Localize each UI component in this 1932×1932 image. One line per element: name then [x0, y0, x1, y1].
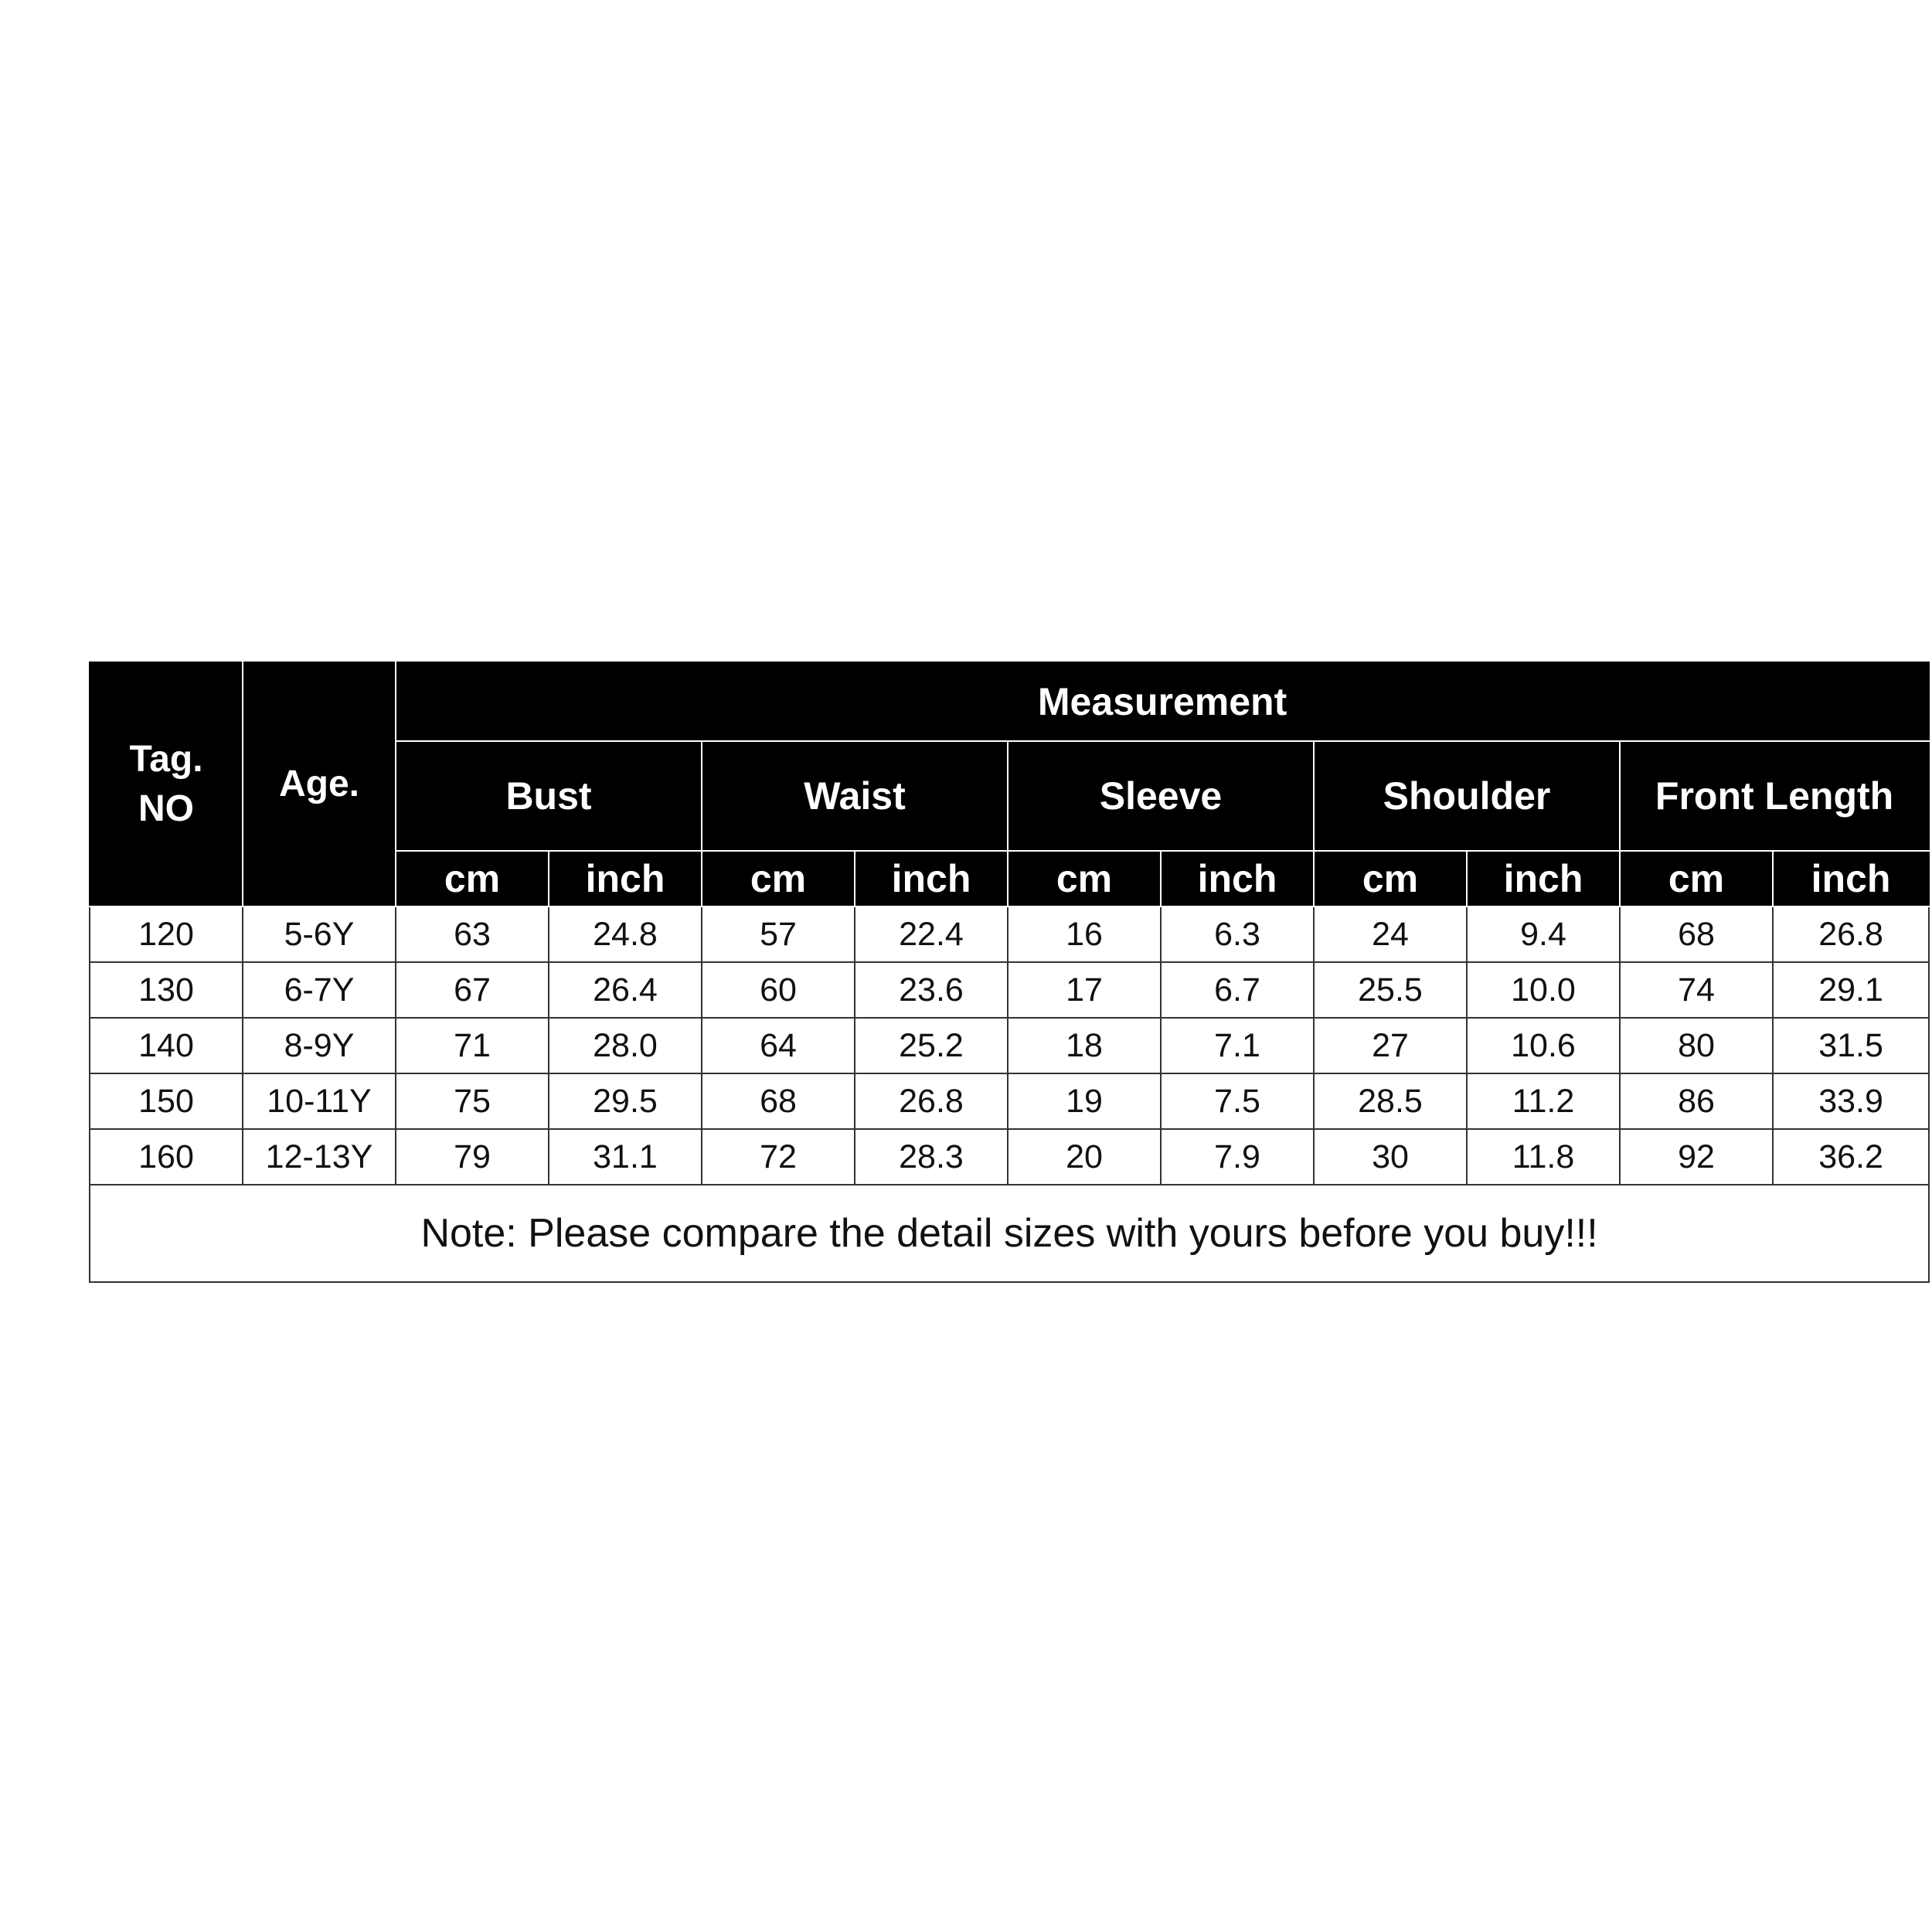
- size-chart-header: [90, 662, 1929, 906]
- header-group-sleeve: Sleeve: [1008, 741, 1314, 851]
- table-cell: 20: [1008, 1129, 1161, 1185]
- table-cell: 140: [90, 1018, 243, 1073]
- table-cell: 19: [1008, 1073, 1161, 1129]
- table-cell: 23.6: [855, 962, 1008, 1018]
- header-tag-line2: NO: [138, 788, 194, 829]
- header-unit-inch: inch: [549, 851, 702, 906]
- table-cell: 92: [1620, 1129, 1773, 1185]
- note-text: Note: Please compare the detail sizes with yours before you buy!!!: [90, 1185, 1929, 1282]
- table-cell: 17: [1008, 962, 1161, 1018]
- table-row: [90, 906, 1929, 962]
- table-cell: 5-6Y: [243, 906, 396, 962]
- table-cell: 7.9: [1161, 1129, 1314, 1185]
- header-group-waist: Waist: [702, 741, 1008, 851]
- header-unit-inch: inch: [1161, 851, 1314, 906]
- table-cell: 26.4: [549, 962, 702, 1018]
- table-cell: 16: [1008, 906, 1161, 962]
- table-cell: 11.2: [1467, 1073, 1620, 1129]
- header-unit-cm: cm: [1620, 851, 1773, 906]
- header-unit-cm: cm: [396, 851, 549, 906]
- header-measurement: Measurement: [396, 662, 1929, 741]
- table-cell: 68: [1620, 906, 1773, 962]
- table-row: [90, 962, 1929, 1018]
- table-cell: 71: [396, 1018, 549, 1073]
- table-cell: 64: [702, 1018, 855, 1073]
- table-cell: 24: [1314, 906, 1467, 962]
- header-unit-inch: inch: [1467, 851, 1620, 906]
- table-cell: 24.8: [549, 906, 702, 962]
- table-cell: 80: [1620, 1018, 1773, 1073]
- table-cell: 28.3: [855, 1129, 1008, 1185]
- table-cell: 31.5: [1773, 1018, 1929, 1073]
- table-cell: 79: [396, 1129, 549, 1185]
- size-chart-table: [89, 662, 1930, 1283]
- header-age-label: Age.: [278, 764, 359, 804]
- table-cell: 31.1: [549, 1129, 702, 1185]
- table-cell: 63: [396, 906, 549, 962]
- table-cell: 10.6: [1467, 1018, 1620, 1073]
- table-cell: 33.9: [1773, 1073, 1929, 1129]
- table-cell: 57: [702, 906, 855, 962]
- table-cell: 120: [90, 906, 243, 962]
- header-unit-inch: inch: [1773, 851, 1929, 906]
- table-cell: 25.2: [855, 1018, 1008, 1073]
- table-cell: 68: [702, 1073, 855, 1129]
- table-cell: 75: [396, 1073, 549, 1129]
- header-group-shoulder: Shoulder: [1314, 741, 1620, 851]
- table-cell: 10.0: [1467, 962, 1620, 1018]
- table-cell: 10-11Y: [243, 1073, 396, 1129]
- table-cell: 22.4: [855, 906, 1008, 962]
- table-cell: 130: [90, 962, 243, 1018]
- table-cell: 26.8: [1773, 906, 1929, 962]
- header-age: [243, 662, 396, 906]
- table-cell: 67: [396, 962, 549, 1018]
- table-cell: 7.5: [1161, 1073, 1314, 1129]
- table-cell: 74: [1620, 962, 1773, 1018]
- table-cell: 12-13Y: [243, 1129, 396, 1185]
- size-chart-body: [90, 906, 1929, 1282]
- table-cell: 9.4: [1467, 906, 1620, 962]
- table-cell: 6-7Y: [243, 962, 396, 1018]
- header-unit-inch: inch: [855, 851, 1008, 906]
- table-cell: 8-9Y: [243, 1018, 396, 1073]
- table-cell: 28.5: [1314, 1073, 1467, 1129]
- table-cell: 25.5: [1314, 962, 1467, 1018]
- header-tag-line1: Tag.: [129, 739, 203, 780]
- table-cell: 7.1: [1161, 1018, 1314, 1073]
- table-cell: 150: [90, 1073, 243, 1129]
- table-row: [90, 1129, 1929, 1185]
- table-cell: 6.3: [1161, 906, 1314, 962]
- table-cell: 29.1: [1773, 962, 1929, 1018]
- table-cell: 72: [702, 1129, 855, 1185]
- table-cell: 26.8: [855, 1073, 1008, 1129]
- table-cell: 36.2: [1773, 1129, 1929, 1185]
- header-group-front-length: Front Length: [1620, 741, 1929, 851]
- table-cell: 160: [90, 1129, 243, 1185]
- table-cell: 11.8: [1467, 1129, 1620, 1185]
- table-cell: 30: [1314, 1129, 1467, 1185]
- table-cell: 60: [702, 962, 855, 1018]
- header-unit-cm: cm: [702, 851, 855, 906]
- header-group-bust: Bust: [396, 741, 702, 851]
- header-tag-no: [90, 662, 243, 906]
- table-cell: 29.5: [549, 1073, 702, 1129]
- table-cell: 27: [1314, 1018, 1467, 1073]
- table-cell: 86: [1620, 1073, 1773, 1129]
- table-cell: 6.7: [1161, 962, 1314, 1018]
- note-row: [90, 1185, 1929, 1282]
- table-row: [90, 1073, 1929, 1129]
- table-cell: 28.0: [549, 1018, 702, 1073]
- table-row: [90, 1018, 1929, 1073]
- table-cell: 18: [1008, 1018, 1161, 1073]
- header-unit-cm: cm: [1314, 851, 1467, 906]
- header-unit-cm: cm: [1008, 851, 1161, 906]
